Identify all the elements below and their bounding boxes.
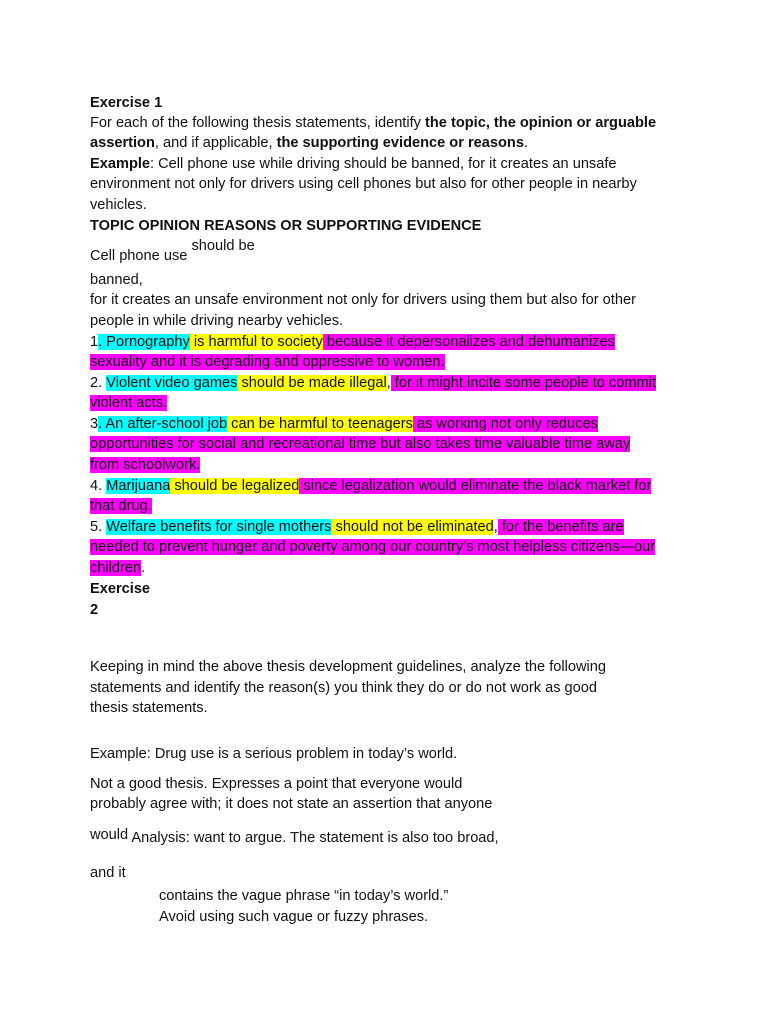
item-1-line-1 bbox=[90, 332, 615, 353]
item-opinion-highlight: should be made illegal bbox=[237, 375, 387, 391]
item-reason-highlight: for it might incite some people to commit bbox=[390, 375, 656, 391]
example-label: Example bbox=[90, 156, 151, 172]
item-1-line-2 bbox=[90, 352, 445, 373]
item-reason-highlight: opportunities for social and recreational time but also takes time valuable time away bbox=[90, 436, 631, 452]
item-opinion-highlight: is harmful to society bbox=[189, 334, 323, 350]
item-5-line-3 bbox=[90, 558, 145, 579]
item-3-line-3 bbox=[90, 455, 200, 476]
item-topic-highlight: . An after-school job bbox=[98, 416, 228, 432]
item-5-line-2 bbox=[90, 537, 655, 558]
item-opinion-highlight: can be harmful to teenagers bbox=[227, 416, 413, 432]
item-4-line-2 bbox=[90, 496, 152, 517]
intro-bold-assertion: assertion bbox=[90, 135, 155, 151]
item-number: 2. bbox=[90, 375, 107, 391]
breakdown-opinion-a: should be bbox=[191, 238, 255, 254]
analysis-line-1: Not a good thesis. Expresses a point that everyone would bbox=[90, 776, 463, 792]
item-reason-highlight: violent acts. bbox=[90, 395, 168, 411]
intro-text: , and if applicable, bbox=[154, 135, 277, 151]
intro-bold-evidence: the supporting evidence or reasons bbox=[276, 135, 524, 151]
breakdown-reason-line-1: for it creates an unsafe environment not only for drivers using them but also for other bbox=[90, 292, 636, 308]
item-separator: , bbox=[493, 519, 498, 535]
analysis-would: would bbox=[90, 827, 129, 843]
item-reason-highlight: needed to prevent hunger and poverty among our country’s most helpless citizens—our bbox=[90, 539, 656, 555]
analysis-line-5: contains the vague phrase “in today’s world.” bbox=[159, 888, 449, 904]
item-reason-highlight: for the benefits are bbox=[497, 519, 624, 535]
item-number: 4. bbox=[90, 478, 107, 494]
analysis-label-text: Analysis: want to argue. The statement is also too broad, bbox=[128, 830, 499, 846]
item-2-line-2 bbox=[90, 393, 167, 414]
breakdown-reason-line-2: people in while driving nearby vehicles. bbox=[90, 313, 344, 329]
breakdown-topic: Cell phone use bbox=[90, 248, 188, 264]
exercise-2-intro-line-3: thesis statements. bbox=[90, 700, 208, 716]
item-3-line-1 bbox=[90, 414, 598, 435]
item-topic-highlight: . Pornography bbox=[98, 334, 190, 350]
intro-bold-topic-opinion: the topic, the opinion or arguable bbox=[425, 115, 657, 131]
item-3-line-2 bbox=[90, 434, 630, 455]
item-reason-highlight: as working not only reduces bbox=[412, 416, 598, 432]
analysis-line-2: probably agree with; it does not state an assertion that anyone bbox=[90, 796, 493, 812]
exercise-2-intro-line-2: statements and identify the reason(s) you think they do or do not work as good bbox=[90, 680, 598, 696]
analysis-line-4: and it bbox=[90, 865, 126, 881]
exercise-1-intro-line-1 bbox=[90, 113, 656, 134]
exercise-2-example: Example: Drug use is a serious problem in today’s world. bbox=[90, 746, 458, 762]
item-reason-highlight: because it depersonalizes and dehumanizes bbox=[322, 334, 615, 350]
item-separator: , bbox=[386, 375, 391, 391]
exercise-2-heading-line-2: 2 bbox=[90, 602, 99, 618]
analysis-line-6: Avoid using such vague or fuzzy phrases. bbox=[159, 909, 429, 925]
item-topic-highlight: Welfare benefits for single mothers bbox=[106, 519, 332, 535]
item-5-line-1 bbox=[90, 517, 624, 538]
columns-heading: TOPIC OPINION REASONS OR SUPPORTING EVIDENCE bbox=[90, 218, 482, 234]
intro-text: . bbox=[523, 135, 528, 151]
breakdown-opinion-b: banned, bbox=[90, 272, 143, 288]
analysis-line-3 bbox=[90, 828, 499, 849]
example-text: : Cell phone use while driving should be banned, for it creates an unsafe bbox=[150, 156, 617, 172]
item-reason-highlight: from schoolwork. bbox=[90, 457, 201, 473]
item-reason-highlight: since legalization would eliminate the black market for bbox=[299, 478, 652, 494]
item-reason-highlight: sexuality and it is degrading and oppressive to women. bbox=[90, 354, 445, 370]
item-2-line-1 bbox=[90, 373, 656, 394]
item-number: 1 bbox=[90, 334, 99, 350]
item-topic-highlight: Marijuana bbox=[106, 478, 171, 494]
item-opinion-highlight: should be legalized bbox=[170, 478, 300, 494]
example-line-3: vehicles. bbox=[90, 197, 147, 213]
intro-text: For each of the following thesis statements, identify bbox=[90, 115, 426, 131]
breakdown-topic-line bbox=[90, 238, 255, 267]
item-reason-highlight: that drug. bbox=[90, 498, 152, 514]
exercise-1-intro-line-2 bbox=[90, 133, 528, 154]
item-number: 5. bbox=[90, 519, 107, 535]
item-reason-highlight: children bbox=[90, 560, 142, 576]
exercise-2-intro-line-1: Keeping in mind the above thesis development guidelines, analyze the following bbox=[90, 659, 606, 675]
item-number: 3 bbox=[90, 416, 99, 432]
exercise-2-heading-line-1: Exercise bbox=[90, 581, 151, 597]
item-topic-highlight: Violent video games bbox=[106, 375, 238, 391]
item-end: . bbox=[141, 560, 146, 576]
item-4-line-1 bbox=[90, 476, 651, 497]
exercise-1-heading: Exercise 1 bbox=[90, 95, 163, 111]
example-line-2: environment not only for drivers using cell phones but also for other people in nearby bbox=[90, 176, 637, 192]
example-line-1 bbox=[90, 154, 617, 175]
item-opinion-highlight: should not be eliminated bbox=[331, 519, 494, 535]
